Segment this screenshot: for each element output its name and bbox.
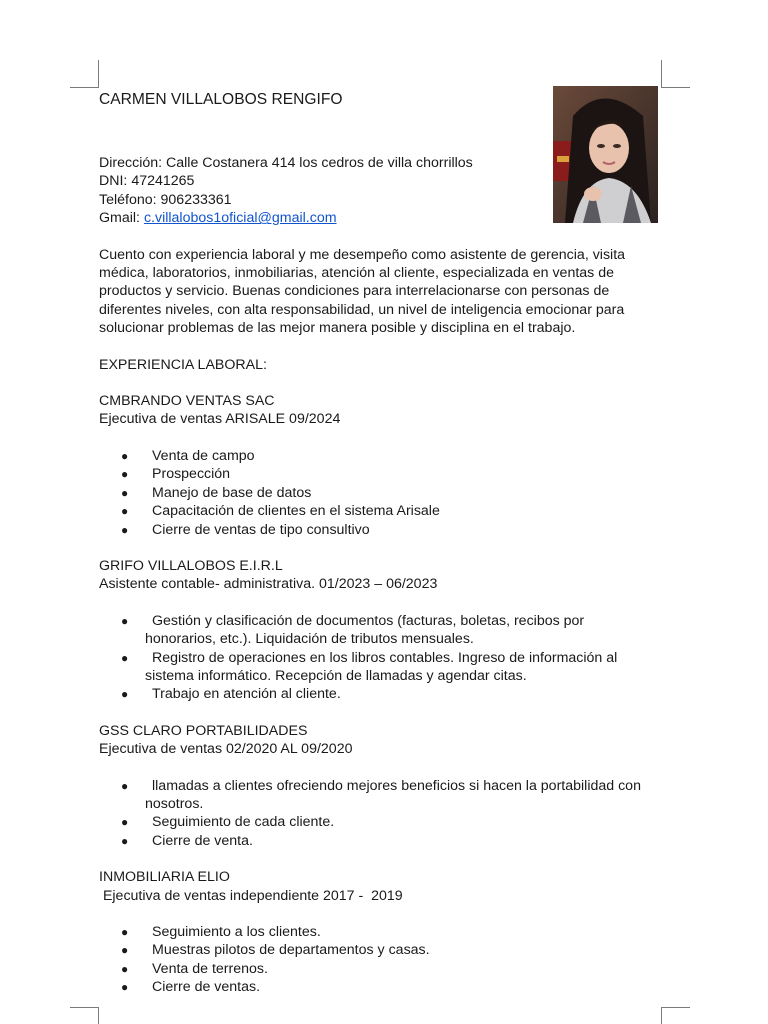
bullet-icon: ●	[121, 467, 129, 482]
dni-line: DNI: 47241265	[99, 173, 195, 190]
contact-block	[99, 154, 644, 228]
bullet-icon: ●	[121, 925, 129, 939]
list-item	[99, 502, 644, 520]
job-duties	[99, 447, 644, 539]
crop-mark-bottom-right-h	[662, 1007, 690, 1008]
duty-text: Seguimiento de cada cliente.	[152, 814, 335, 831]
job-company: INMOBILIARIA ELIO	[99, 869, 230, 886]
duty-text: llamadas a clientes ofreciendo mejores beneficios si hacen la portabilidad con nosotros.	[145, 777, 641, 812]
list-item	[99, 923, 644, 941]
phone-line: Teléfono: 906233361	[99, 191, 232, 208]
bullet-icon: ●	[121, 522, 129, 537]
duty-text: Prospección	[152, 466, 231, 483]
list-item	[99, 521, 644, 539]
list-item	[99, 649, 644, 686]
crop-mark-top-right-v	[661, 60, 662, 88]
crop-mark-top-left-h	[70, 87, 98, 88]
list-item	[99, 941, 644, 959]
duty-text: Cierre de ventas.	[152, 979, 261, 996]
duty-text: Capacitación de clientes en el sistema Arisale	[152, 503, 440, 520]
duty-text: Seguimiento a los clientes.	[152, 924, 321, 940]
gmail-label: Gmail:	[99, 210, 144, 227]
bullet-icon: ●	[121, 687, 129, 702]
job-entry	[99, 392, 644, 539]
email-link[interactable]: c.villalobos1oficial@gmail.com	[143, 210, 337, 227]
bullet-icon: ●	[121, 613, 129, 628]
job-title: Ejecutiva de ventas independiente 2017 - 2019	[99, 887, 403, 904]
list-item	[99, 832, 644, 850]
list-item	[99, 447, 644, 465]
job-duties	[99, 612, 644, 704]
job-entry	[99, 557, 644, 704]
experience-list	[99, 392, 644, 997]
job-entry	[99, 722, 644, 850]
crop-mark-top-right-h	[662, 87, 690, 88]
duty-text: Registro de operaciones en los libros contables. Ingreso de información al sistema informático. Recepción de llamadas y agendar citas.	[145, 649, 618, 684]
duty-text: Trabajo en atención al cliente.	[152, 686, 341, 703]
list-item	[99, 685, 644, 703]
duty-text: Muestras pilotos de departamentos y casas.	[152, 942, 430, 959]
list-item	[99, 484, 644, 502]
job-duties	[99, 777, 644, 851]
profile-summary: Cuento con experiencia laboral y me desempeño como asistente de gerencia, visita médica, laboratorios, inmobiliarias, atención al cliente, especializada en ventas de productos y servicio. Buenas condiciones para interrelacionarse con personas de diferentes niveles, con alta responsabilidad, un nivel de inteligencia emocionar para solucionar problemas de las mejor manera posible y disciplina en el trabajo.	[99, 246, 626, 337]
duty-text: Venta de campo	[152, 447, 255, 464]
job-duties	[99, 923, 644, 997]
job-company: CMBRANDO VENTAS SAC	[99, 393, 275, 410]
crop-mark-bottom-left-v	[98, 1007, 99, 1024]
gmail-line	[99, 209, 644, 227]
bullet-icon: ●	[121, 943, 129, 958]
list-item	[99, 465, 644, 483]
duty-text: Venta de terrenos.	[152, 960, 268, 977]
bullet-icon: ●	[121, 504, 129, 519]
bullet-icon: ●	[121, 980, 129, 995]
job-company: GRIFO VILLALOBOS E.I.R.L	[99, 557, 283, 574]
bullet-icon: ●	[121, 833, 129, 848]
duty-text: Cierre de venta.	[152, 832, 253, 849]
list-item	[99, 978, 644, 996]
list-item	[99, 960, 644, 978]
bullet-icon: ●	[121, 778, 129, 793]
candidate-name: CARMEN VILLALOBOS RENGIFO	[99, 91, 343, 108]
bullet-icon: ●	[121, 961, 129, 976]
bullet-icon: ●	[121, 448, 129, 463]
bullet-icon: ●	[121, 815, 129, 830]
bullet-icon: ●	[121, 650, 129, 665]
job-company: GSS CLARO PORTABILIDADES	[99, 722, 308, 739]
list-item	[99, 813, 644, 831]
duty-text: Manejo de base de datos	[152, 484, 312, 501]
job-entry	[99, 868, 644, 996]
crop-mark-bottom-left-h	[70, 1007, 98, 1008]
crop-mark-top-left-v	[98, 60, 99, 88]
list-item	[99, 777, 644, 814]
list-item	[99, 612, 644, 649]
address-line: Dirección: Calle Costanera 414 los cedros de villa chorrillos	[99, 155, 473, 171]
job-title: Ejecutiva de ventas ARISALE 09/2024	[99, 411, 341, 428]
duty-text: Gestión y clasificación de documentos (facturas, boletas, recibos por honorarios, etc.). Liquidación de tributos mensuales.	[145, 612, 585, 648]
duty-text: Cierre de ventas de tipo consultivo	[152, 521, 370, 538]
resume-document	[99, 90, 644, 997]
experience-heading: EXPERIENCIA LABORAL:	[99, 356, 267, 373]
bullet-icon: ●	[121, 485, 129, 500]
crop-mark-bottom-right-v	[661, 1007, 662, 1024]
job-title: Ejecutiva de ventas 02/2020 AL 09/2020	[99, 741, 353, 758]
job-title: Asistente contable- administrativa. 01/2023 – 06/2023	[99, 576, 438, 593]
